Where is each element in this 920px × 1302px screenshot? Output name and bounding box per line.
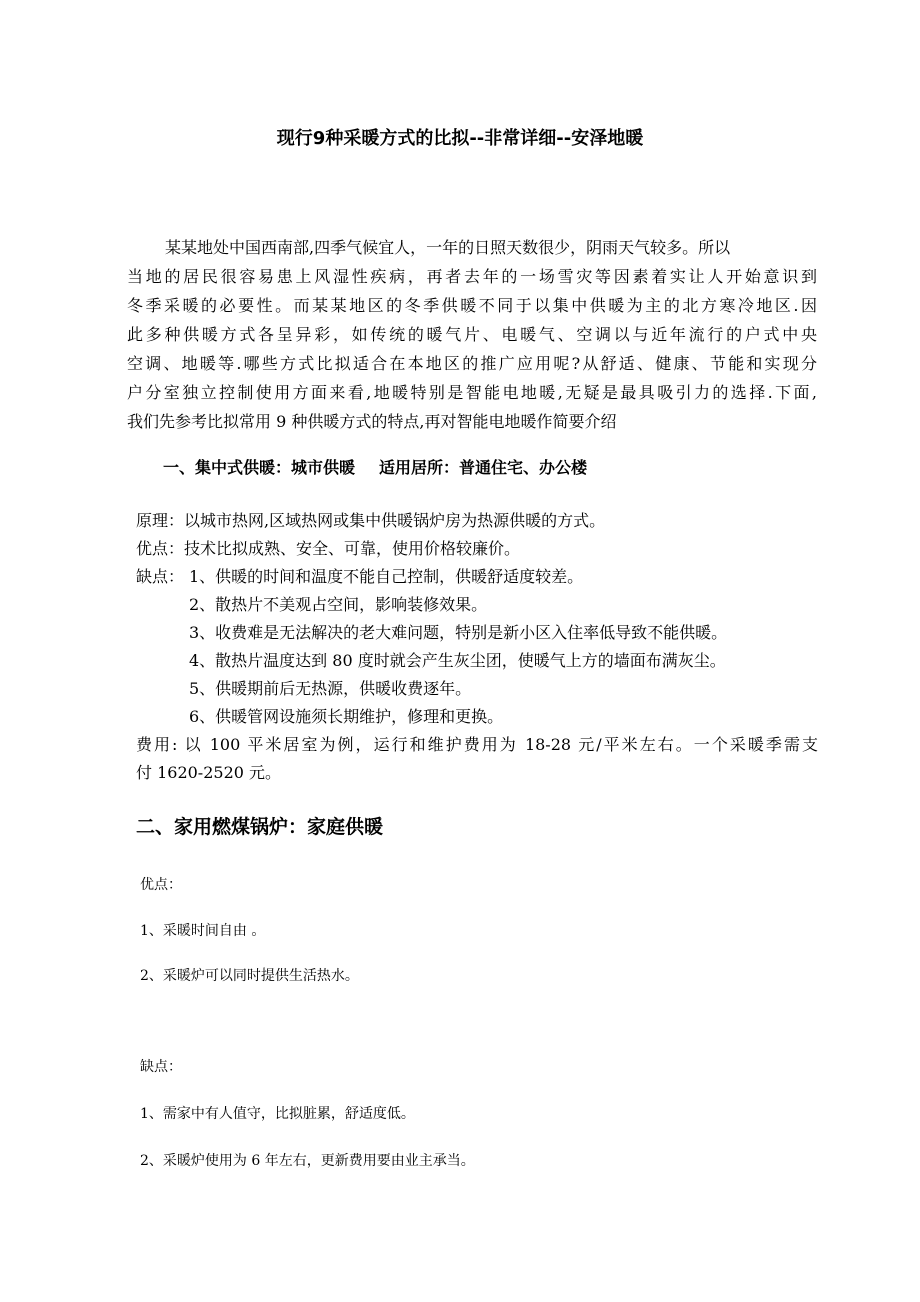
section1-heading <box>163 455 587 478</box>
intro-line: 空调、地暖等.哪些方式比拟适合在本地区的推广应用呢?从舒适、健康、节能和实现分 <box>127 354 817 373</box>
principle-text: 原理：以城市热网,区域热网或集中供暖锅炉房为热源供暖的方式。 <box>136 511 606 530</box>
pros-item: 2、采暖炉可以同时提供生活热水。 <box>140 968 359 984</box>
cost-text-continued: 付 1620-2520 元。 <box>136 763 282 782</box>
pros-item: 1、采暖时间自由 。 <box>140 923 266 939</box>
cons-item: 2、散热片不美观占空间，影响装修效果。 <box>189 595 488 614</box>
intro-line: 此多种供暖方式各呈异彩，如传统的暖气片、电暖气、空调以与近年流行的户式中央 <box>127 325 817 344</box>
cons-item: 3、收费难是无法解决的老大难问题，特别是新小区入住率低导致不能供暖。 <box>189 623 728 642</box>
cons-item: 1、需家中有人值守，比拟脏累，舒适度低。 <box>140 1106 415 1122</box>
cons-item: 6、供暖管网设施须长期维护，修理和更换。 <box>189 707 504 726</box>
section1-subtitle: 适用居所：普通住宅、办公楼 <box>379 458 588 477</box>
cons-item: 2、采暖炉使用为 6 年左右，更新费用要由业主承当。 <box>140 1153 475 1169</box>
cost-text: 费用: 以 100 平米居室为例，运行和维护费用为 18-28 元/平米左右。一个采暖季需支 <box>136 735 818 754</box>
section2-heading: 二、家用燃煤锅炉：家庭供暖 <box>136 816 384 838</box>
section1-title: 一、集中式供暖：城市供暖 <box>163 458 356 477</box>
intro-line: 冬季采暖的必要性。而某某地区的冬季供暖不同于以集中供暖为主的北方寒冷地区.因 <box>127 296 817 315</box>
intro-line: 某某地处中国西南部,四季气候宜人，一年的日照天数很少，阴雨天气较多。所以 <box>165 238 731 257</box>
pros-label: 优点： <box>140 877 182 893</box>
document-title: 现行9种采暖方式的比拟--非常详细--安泽地暖 <box>276 128 644 149</box>
cons-label: 缺点： <box>140 1059 182 1075</box>
cons-item: 1、供暖的时间和温度不能自己控制，供暖舒适度较差。 <box>189 567 584 586</box>
pros-text: 优点：技术比拟成熟、安全、可靠，使用价格较廉价。 <box>136 539 521 558</box>
cons-item: 4、散热片温度达到 80 度时就会产生灰尘团，使暖气上方的墙面布满灰尘。 <box>189 651 726 670</box>
intro-line: 当地的居民很容易患上风湿性疾病，再者去年的一场雪灾等因素着实让人开始意识到 <box>127 267 817 286</box>
intro-line: 户分室独立控制使用方面来看,地暖特别是智能电地暖,无疑是最具吸引力的选择.下面, <box>127 383 817 402</box>
cons-label: 缺点： <box>136 567 185 586</box>
cons-item: 5、供暖期前后无热源，供暖收费逐年。 <box>189 679 472 698</box>
intro-line: 我们先参考比拟常用 9 种供暖方式的特点,再对智能电地暖作简要介绍 <box>127 412 617 431</box>
